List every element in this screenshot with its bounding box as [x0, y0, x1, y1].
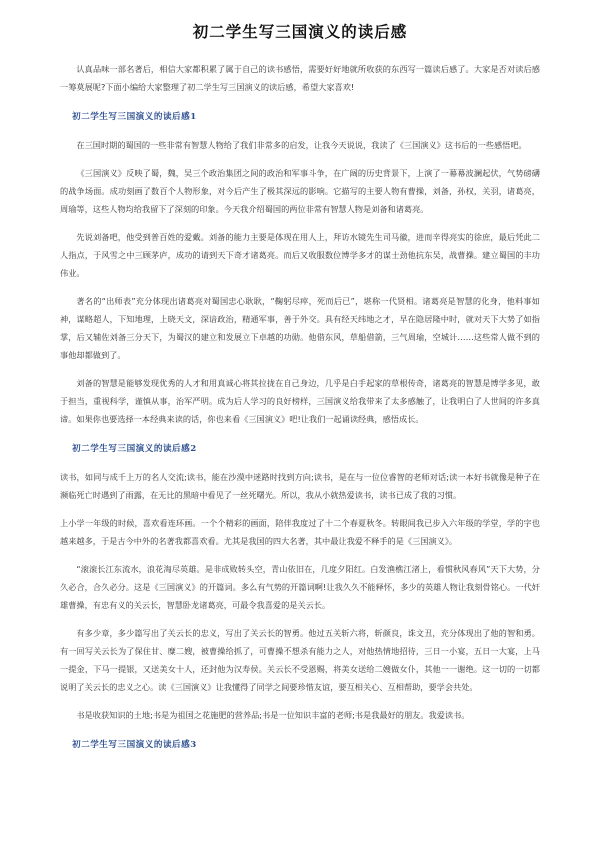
intro-paragraph: 认真品味一部名著后，相信大家都积累了属于自己的读书感悟，需要好好地就所收获的东西写一篇读后感了。大家是否对读后感一筹莫展呢?下面小编给大家整理了初二学生写三国演义的读后感，希望大家喜欢!: [60, 64, 540, 92]
body-paragraph: 书是收获知识的土地;书是为祖国之花施肥的营养品;书是一位知识丰富的老师;书是我最好的朋友。我爱读书。: [76, 710, 470, 720]
body-paragraph: 《三国演义》反映了蜀，魏，吴三个政治集团之间的政治和军事斗争，在广阔的历史背景下，上演了一幕幕波澜起伏，气势磅礴的战争场面。成功刻画了数百个人物形象，对今后产生了极其深远的影响。它描写的主要人物有曹操，刘备，孙权，关羽，诸葛亮，周瑜等，这些人物均给我留下了深刻的印象。今天我介绍蜀国的两位非常有智慧人物是刘备和诸葛亮。: [60, 168, 540, 214]
section-1: [60, 110, 540, 428]
section-heading: 初二学生写三国演义的读后感3: [72, 740, 197, 750]
body-paragraph: 上小学一年级的时候，喜欢看连环画。一个个精彩的画面，陪伴我度过了十二个春夏秋冬。转眼间我已步入六年级的学堂，学的字也越来越多，于是古今中外的名著我都喜欢看。尤其是我国的四大名著，其中最让我爱不释手的是《三国演义》。: [60, 518, 540, 546]
body-paragraph: 先说刘备吧，他受到普百姓的爱戴。刘备的能力主要是体现在用人上，拜访水镜先生司马徽，进而辛得亮实的徐庶，最后凭此二人指点，于风雪之中三顾茅庐，成功的请到天下奇才诸葛亮。而后又收服数位博学多才的谋士劲他抗东吴，战曹操。建立蜀国的丰功伟业。: [60, 232, 540, 278]
section-heading: 初二学生写三国演义的读后感1: [72, 112, 197, 122]
body-paragraph: “滚滚长江东流水，浪花淘尽英雄。是非成败转头空，青山依旧在，几度夕阳红。白发渔樵江渚上，看惯秋风春风”天下大势，分久必合，合久必分。这是《三国演义》的开篇词。多么有气势的开篇词啊!让我久久不能释怀，多少的英雄人物让我刻骨铭心。一代奸雄曹操，有忠有义的关云长，智慧卧龙诸葛亮，可最令我喜爱的是关云长。: [60, 564, 540, 610]
section-3: [60, 738, 540, 750]
body-paragraph: 有多少章，多少篇写出了关云长的忠义，写出了关云长的智勇。他过五关斩六将，斩颜良，诛文丑，充分体现出了他的智和勇。有一回写关云长为了保住甘、糜二嫂，被曹操给抓了，可曹操不想杀有能力之人，对他热情地招待，三日一小宴，五日一大宴，上马一提金，下马一提银，又送美女十人，还封他为汉寿侯。关云长不受恩赐，将美女送给二嫂做女仆，其他一一谢绝。这一切的一切都说明了关云长的忠义之心。读《三国演义》让我懂得了同学之间要珍惜友谊，要互相关心、互相帮助，要学会共处。: [60, 628, 540, 692]
body-paragraph: 著名的“出师表”充分体现出诸葛亮对蜀国忠心耿耿，“鞠躬尽瘁，死而后已”，堪称一代贤相。诸葛亮是智慧的化身，他料事如神，谋略超人，下知地理，上晓天文，深谙政治，精通军事，善于外交。具有经天纬地之才，早在隐居隆中时，就对天下大势了如指掌，后又辅佐刘备三分天下，为蜀汉的建立和发展立下卓越的功勋。他借东风，草船借箭，三气周瑜，空城计……这些常人做不到的事他却都做到了。: [60, 296, 540, 360]
section-heading: 初二学生写三国演义的读后感2: [72, 444, 197, 454]
body-paragraph: 在三国时期的蜀国的一些非常有智慧人物给了我们非常多的启发，让我今天说说，我读了《三国演义》这书后的一些感悟吧。: [76, 140, 527, 150]
body-paragraph: 读书，如同与成千上万的名人交流;读书，能在沙漠中迷路时找到方向;读书，是在与一位位睿智的老师对话;读一本好书就像是种子在濒临死亡时遇到了雨露，在无比的黑暗中看见了一丝死曙光。所以，我从小就热爱读书，读书已成了我的习惯。: [60, 472, 540, 500]
section-2: [60, 442, 540, 724]
body-paragraph: 刘备的智慧是能够发现优秀的人才和用真诚心将其拉拢在自己身边，几乎是白手起家的草根传奇，诸葛亮的智慧是博学多见，敢于担当，重视科学，谨慎从事，治军严明。成为后人学习的良好榜样，三国演义给我带来了太多感触了，让我明白了人世间的许多真谛。如果你也要选择一本经典来读的话，你也来看《三国演义》吧!让我们一起诵读经典，感悟成长。: [60, 378, 540, 424]
page-title: 初二学生写三国演义的读后感: [192, 23, 408, 41]
